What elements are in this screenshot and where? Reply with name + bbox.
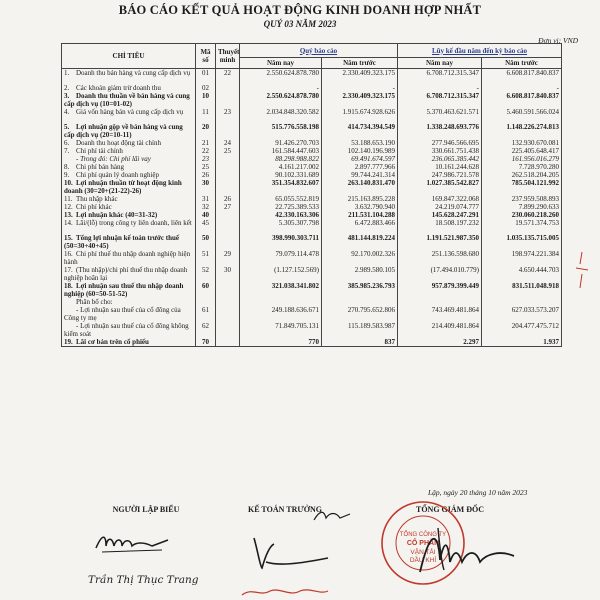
table-row <box>62 211 562 219</box>
value-quarter-last-year: 481.144.819.224 <box>322 234 398 250</box>
row-name: Giá vốn hàng bán và cung cấp dịch vụ <box>76 107 184 116</box>
value-quarter-last-year: 2.330.409.323.175 <box>322 69 398 84</box>
row-number: 15. <box>64 233 73 242</box>
value-ytd-this-year: 957.879.399.449 <box>398 282 482 298</box>
value-ytd-this-year: 277.946.566.695 <box>398 139 482 147</box>
row-name: Tổng lợi nhuận kế toán trước thuế (50=30+40+45) <box>64 233 179 250</box>
row-code: 25 <box>196 163 216 171</box>
value-ytd-last-year: 1.035.135.715.005 <box>482 234 562 250</box>
table-row <box>62 123 562 139</box>
value-quarter-last-year: 69.491.674.597 <box>322 155 398 163</box>
value-ytd-this-year: 169.847.322.068 <box>398 195 482 203</box>
table-row <box>62 195 562 203</box>
row-number: 8. <box>64 162 70 171</box>
value-quarter-this-year: 2.550.624.878.780 <box>240 92 322 108</box>
row-note: 22 <box>216 69 240 84</box>
table-row <box>62 306 562 322</box>
value-quarter-this-year: 161.584.447.603 <box>240 147 322 155</box>
value-ytd-this-year: 145.628.247.291 <box>398 211 482 219</box>
value-ytd-last-year: 225.405.648.417 <box>482 147 562 155</box>
value-ytd-last-year: 262.518.204.205 <box>482 171 562 179</box>
report-date: Lập, ngày 20 tháng 10 năm 2023 <box>428 488 528 497</box>
value-ytd-this-year: 2.297 <box>398 338 482 347</box>
row-code <box>196 298 216 306</box>
row-note <box>216 322 240 338</box>
table-row <box>62 338 562 347</box>
value-ytd-this-year: 214.409.481.864 <box>398 322 482 338</box>
row-note <box>216 211 240 219</box>
row-code: 45 <box>196 219 216 234</box>
row-name: Chi phí tài chính <box>76 146 123 155</box>
value-quarter-this-year: 88.298.988.822 <box>240 155 322 163</box>
value-quarter-this-year: 770 <box>240 338 322 347</box>
director-signature <box>410 520 520 580</box>
row-number: 4. <box>64 107 70 116</box>
value-quarter-this-year: - <box>240 84 322 92</box>
value-quarter-this-year: 2.550.624.878.780 <box>240 69 322 84</box>
row-code: 31 <box>196 195 216 203</box>
row-label <box>62 147 196 155</box>
value-quarter-last-year: 6.472.883.466 <box>322 219 398 234</box>
table-row <box>62 171 562 179</box>
value-quarter-last-year: 215.163.895.228 <box>322 195 398 203</box>
row-number: 2. <box>64 83 70 92</box>
report-title: BÁO CÁO KẾT QUẢ HOẠT ĐỘNG KINH DOANH HỢP NHẤT <box>118 3 482 17</box>
row-label <box>62 338 196 347</box>
currency-unit: Đơn vị: VND <box>538 36 578 45</box>
value-quarter-this-year: 91.426.270.703 <box>240 139 322 147</box>
row-label <box>62 92 196 108</box>
value-ytd-last-year: 627.033.573.207 <box>482 306 562 322</box>
value-ytd-last-year: 831.511.048.918 <box>482 282 562 298</box>
table-row <box>62 298 562 306</box>
value-quarter-this-year: 4.161.217.002 <box>240 163 322 171</box>
header-quarter-group: Quý báo cáo <box>240 44 398 58</box>
row-label <box>62 203 196 211</box>
value-quarter-last-year: 115.189.583.987 <box>322 322 398 338</box>
row-note <box>216 171 240 179</box>
table-row <box>62 282 562 298</box>
row-number: 7. <box>64 146 70 155</box>
header-note: Thuyết minh <box>216 44 240 69</box>
value-ytd-last-year: 161.956.016.279 <box>482 155 562 163</box>
row-note: 26 <box>216 195 240 203</box>
row-label <box>62 250 196 266</box>
value-ytd-this-year: 1.191.521.987.350 <box>398 234 482 250</box>
value-ytd-this-year: 10.161.244.628 <box>398 163 482 171</box>
row-name: Lợi nhuận khác (40=31-32) <box>76 210 158 219</box>
table-row <box>62 69 562 84</box>
row-name: - Lợi nhuận sau thuế của cổ đông của Công ty mẹ <box>64 305 181 322</box>
value-ytd-this-year: 1.027.385.542.827 <box>398 179 482 195</box>
row-name: Doanh thu thuần về bán hàng và cung cấp dịch vụ (10=01-02) <box>64 91 190 108</box>
value-quarter-last-year: 270.795.652.806 <box>322 306 398 322</box>
row-number: 19. <box>64 337 73 346</box>
table-row <box>62 203 562 211</box>
row-note <box>216 219 240 234</box>
value-ytd-this-year: - <box>398 84 482 92</box>
value-quarter-last-year: 385.985.236.793 <box>322 282 398 298</box>
row-note <box>216 338 240 347</box>
value-ytd-last-year <box>482 298 562 306</box>
row-name: - Trong đó: Chi phí lãi vay <box>76 154 151 163</box>
header-last-year: Năm trước <box>322 58 398 69</box>
value-quarter-last-year: 99.744.241.314 <box>322 171 398 179</box>
row-code: 62 <box>196 322 216 338</box>
value-ytd-last-year: 785.504.121.992 <box>482 179 562 195</box>
value-ytd-last-year: 1.937 <box>482 338 562 347</box>
row-note <box>216 84 240 92</box>
row-name: Chi phí quản lý doanh nghiệp <box>76 170 160 179</box>
svg-text:DẦU KHÍ: DẦU KHÍ <box>409 557 437 564</box>
table-row <box>62 163 562 171</box>
row-label <box>62 139 196 147</box>
value-quarter-this-year: 515.776.558.198 <box>240 123 322 139</box>
row-number: 1. <box>64 69 70 77</box>
value-ytd-last-year: 198.974.221.384 <box>482 250 562 266</box>
value-quarter-last-year: 211.531.104.288 <box>322 211 398 219</box>
row-code: 32 <box>196 203 216 211</box>
row-name: Chi phí bán hàng <box>76 162 125 171</box>
row-number: 11. <box>64 194 73 203</box>
value-ytd-this-year: 5.370.463.621.571 <box>398 108 482 123</box>
table-row <box>62 92 562 108</box>
row-name: - Lợi nhuận sau thuế của cổ đông không kiểm soát <box>64 321 189 338</box>
row-code: 60 <box>196 282 216 298</box>
value-ytd-this-year: 1.338.248.693.776 <box>398 123 482 139</box>
value-ytd-last-year: 4.650.444.703 <box>482 266 562 282</box>
value-quarter-this-year: 79.079.114.478 <box>240 250 322 266</box>
row-name: Doanh thu hoạt động tài chính <box>76 138 161 147</box>
row-number: 17. <box>64 265 73 274</box>
row-code: 10 <box>196 92 216 108</box>
table-row <box>62 108 562 123</box>
table-row <box>62 139 562 147</box>
director-label: TỔNG GIÁM ĐỐC <box>416 505 484 514</box>
header-item: CHỈ TIÊU <box>62 44 196 69</box>
value-quarter-last-year: 414.734.394.549 <box>322 123 398 139</box>
row-note <box>216 123 240 139</box>
table-row <box>62 322 562 338</box>
header-last-year-ytd: Năm trước <box>482 58 562 69</box>
row-note <box>216 163 240 171</box>
row-code: 11 <box>196 108 216 123</box>
header-this-year-ytd: Năm nay <box>398 58 482 69</box>
svg-text:TỔNG CÔNG TY: TỔNG CÔNG TY <box>399 532 447 538</box>
table-row <box>62 234 562 250</box>
table-row <box>62 84 562 92</box>
value-ytd-this-year: 24.219.074.777 <box>398 203 482 211</box>
row-code: 40 <box>196 211 216 219</box>
row-label <box>62 211 196 219</box>
header-this-year: Năm nay <box>240 58 322 69</box>
row-number: 16. <box>64 249 73 258</box>
value-quarter-this-year: 90.102.331.689 <box>240 171 322 179</box>
row-number: 9. <box>64 170 70 179</box>
row-label <box>62 219 196 234</box>
row-name: Chi phí khác <box>76 202 112 211</box>
row-note <box>216 298 240 306</box>
value-quarter-this-year: 71.849.705.131 <box>240 322 322 338</box>
row-code: 51 <box>196 250 216 266</box>
value-ytd-this-year: 6.708.712.315.347 <box>398 92 482 108</box>
row-note: 27 <box>216 203 240 211</box>
value-quarter-last-year <box>322 298 398 306</box>
value-ytd-last-year: - <box>482 84 562 92</box>
row-number: 14. <box>64 218 73 227</box>
row-name: Doanh thu bán hàng và cung cấp dịch vụ <box>76 69 191 77</box>
value-quarter-last-year: 263.140.831.470 <box>322 179 398 195</box>
report-subtitle: QUÝ 03 NĂM 2023 <box>263 19 337 29</box>
value-quarter-this-year: 249.188.636.671 <box>240 306 322 322</box>
row-number: 3. <box>64 91 70 100</box>
row-code: 02 <box>196 84 216 92</box>
value-quarter-last-year: 102.140.196.989 <box>322 147 398 155</box>
header-ytd-group: Lũy kế đầu năm đến kỳ báo cáo <box>398 44 562 58</box>
row-note <box>216 306 240 322</box>
value-quarter-last-year: 53.188.653.190 <box>322 139 398 147</box>
table-row <box>62 147 562 155</box>
row-note: 24 <box>216 139 240 147</box>
preparer-name: Trần Thị Thục Trang <box>88 574 199 586</box>
row-code: 70 <box>196 338 216 347</box>
value-ytd-last-year: 5.460.591.566.024 <box>482 108 562 123</box>
preparer-label: NGƯỜI LẬP BIỂU <box>112 505 180 514</box>
margin-mark <box>572 250 592 290</box>
row-note: 30 <box>216 266 240 282</box>
header-code: Mã số <box>196 44 216 69</box>
table-row <box>62 179 562 195</box>
income-statement-table <box>61 43 562 347</box>
table-row <box>62 155 562 163</box>
value-quarter-this-year: 5.305.307.798 <box>240 219 322 234</box>
row-note <box>216 234 240 250</box>
row-label <box>62 282 196 298</box>
row-label <box>62 155 196 163</box>
row-code: 50 <box>196 234 216 250</box>
value-quarter-last-year: 1.915.674.928.626 <box>322 108 398 123</box>
row-label <box>62 234 196 250</box>
accountant-signature <box>248 532 338 576</box>
value-quarter-last-year: 92.170.002.326 <box>322 250 398 266</box>
row-label <box>62 266 196 282</box>
row-name: Lợi nhuận sau thuế thu nhập doanh nghiệp (60=50-51-52) <box>64 281 184 298</box>
value-quarter-last-year: 2.897.777.966 <box>322 163 398 171</box>
row-name: Chi phí thuế thu nhập doanh nghiệp hiện hành <box>64 249 191 266</box>
value-ytd-last-year: 237.959.508.893 <box>482 195 562 203</box>
value-quarter-last-year: 2.989.580.105 <box>322 266 398 282</box>
value-quarter-this-year: 65.055.552.819 <box>240 195 322 203</box>
svg-text:VẬN TẢI: VẬN TẢI <box>410 549 436 556</box>
value-quarter-last-year: 3.632.790.940 <box>322 203 398 211</box>
row-number: 6. <box>64 138 70 147</box>
value-ytd-this-year: (17.494.010.779) <box>398 266 482 282</box>
row-code: 23 <box>196 155 216 163</box>
value-ytd-last-year: 19.571.374.753 <box>482 219 562 234</box>
row-number: 10. <box>64 178 73 187</box>
value-quarter-this-year: 351.354.832.607 <box>240 179 322 195</box>
row-code: 22 <box>196 147 216 155</box>
table-row <box>62 219 562 234</box>
value-quarter-this-year: 22.725.389.533 <box>240 203 322 211</box>
row-name: Lợi nhuận gộp về bán hàng và cung cấp dịch vụ (20=10-11) <box>64 122 183 139</box>
value-quarter-this-year: 2.034.848.320.582 <box>240 108 322 123</box>
value-ytd-this-year <box>398 298 482 306</box>
row-name: Phân bổ cho: <box>76 297 113 306</box>
row-number: 5. <box>64 122 70 131</box>
row-name: Lãi/(lỗ) trong công ty liên doanh, liên kết <box>76 218 192 227</box>
value-quarter-this-year: (1.127.152.569) <box>240 266 322 282</box>
row-note <box>216 155 240 163</box>
value-ytd-this-year: 247.986.721.578 <box>398 171 482 179</box>
row-code: 30 <box>196 179 216 195</box>
row-label <box>62 179 196 195</box>
row-name: Lợi nhuận thuần từ hoạt động kinh doanh (30=20+(21-22)-26) <box>64 178 182 195</box>
row-label <box>62 171 196 179</box>
row-name: Thu nhập khác <box>76 194 118 203</box>
row-label <box>62 195 196 203</box>
row-label <box>62 123 196 139</box>
value-ytd-last-year: 7.728.970.280 <box>482 163 562 171</box>
value-ytd-last-year: 230.060.218.260 <box>482 211 562 219</box>
initials-mark <box>312 508 352 524</box>
row-code: 26 <box>196 171 216 179</box>
row-note <box>216 282 240 298</box>
value-quarter-last-year: - <box>322 84 398 92</box>
table-row <box>62 250 562 266</box>
value-ytd-last-year: 6.608.817.840.837 <box>482 69 562 84</box>
row-label <box>62 306 196 322</box>
value-ytd-last-year: 6.608.817.840.837 <box>482 92 562 108</box>
row-label <box>62 163 196 171</box>
value-ytd-last-year: 7.899.290.633 <box>482 203 562 211</box>
svg-text:CỔ PHẦN: CỔ PHẦN <box>406 540 440 547</box>
row-note: 23 <box>216 108 240 123</box>
row-number: 18. <box>64 281 73 290</box>
value-ytd-this-year: 18.508.197.232 <box>398 219 482 234</box>
row-label <box>62 69 196 84</box>
row-note: 25 <box>216 147 240 155</box>
value-ytd-last-year: 204.477.475.712 <box>482 322 562 338</box>
row-label <box>62 108 196 123</box>
value-ytd-this-year: 236.065.385.442 <box>398 155 482 163</box>
value-quarter-this-year: 321.038.341.802 <box>240 282 322 298</box>
accountant-label: KẾ TOÁN TRƯỞNG <box>248 505 322 514</box>
value-quarter-this-year: 398.990.303.711 <box>240 234 322 250</box>
row-note: 29 <box>216 250 240 266</box>
row-code: 20 <box>196 123 216 139</box>
value-ytd-this-year: 743.469.481.864 <box>398 306 482 322</box>
value-ytd-this-year: 251.136.598.680 <box>398 250 482 266</box>
value-ytd-this-year: 330.661.751.438 <box>398 147 482 155</box>
row-code: 01 <box>196 69 216 84</box>
value-ytd-last-year: 132.930.670.081 <box>482 139 562 147</box>
accountant-name-script <box>240 585 330 599</box>
value-ytd-this-year: 6.708.712.315.347 <box>398 69 482 84</box>
value-quarter-last-year: 837 <box>322 338 398 347</box>
row-name: Các khoản giảm trừ doanh thu <box>76 83 161 92</box>
row-note <box>216 92 240 108</box>
value-ytd-last-year: 1.148.226.274.813 <box>482 123 562 139</box>
row-note <box>216 179 240 195</box>
value-quarter-last-year: 2.330.409.323.175 <box>322 92 398 108</box>
value-quarter-this-year: 42.330.163.306 <box>240 211 322 219</box>
row-number: 12. <box>64 202 73 211</box>
row-code: 52 <box>196 266 216 282</box>
value-quarter-this-year <box>240 298 322 306</box>
row-name: Lãi cơ bản trên cổ phiếu <box>76 337 149 346</box>
preparer-signature <box>92 530 172 556</box>
row-code: 61 <box>196 306 216 322</box>
row-name: (Thu nhập)/chi phí thuế thu nhập doanh nghiệp hoãn lại <box>64 265 188 282</box>
row-label <box>62 298 196 306</box>
row-number: 13. <box>64 210 73 219</box>
row-code: 21 <box>196 139 216 147</box>
table-row <box>62 266 562 282</box>
row-label <box>62 322 196 338</box>
row-label <box>62 84 196 92</box>
